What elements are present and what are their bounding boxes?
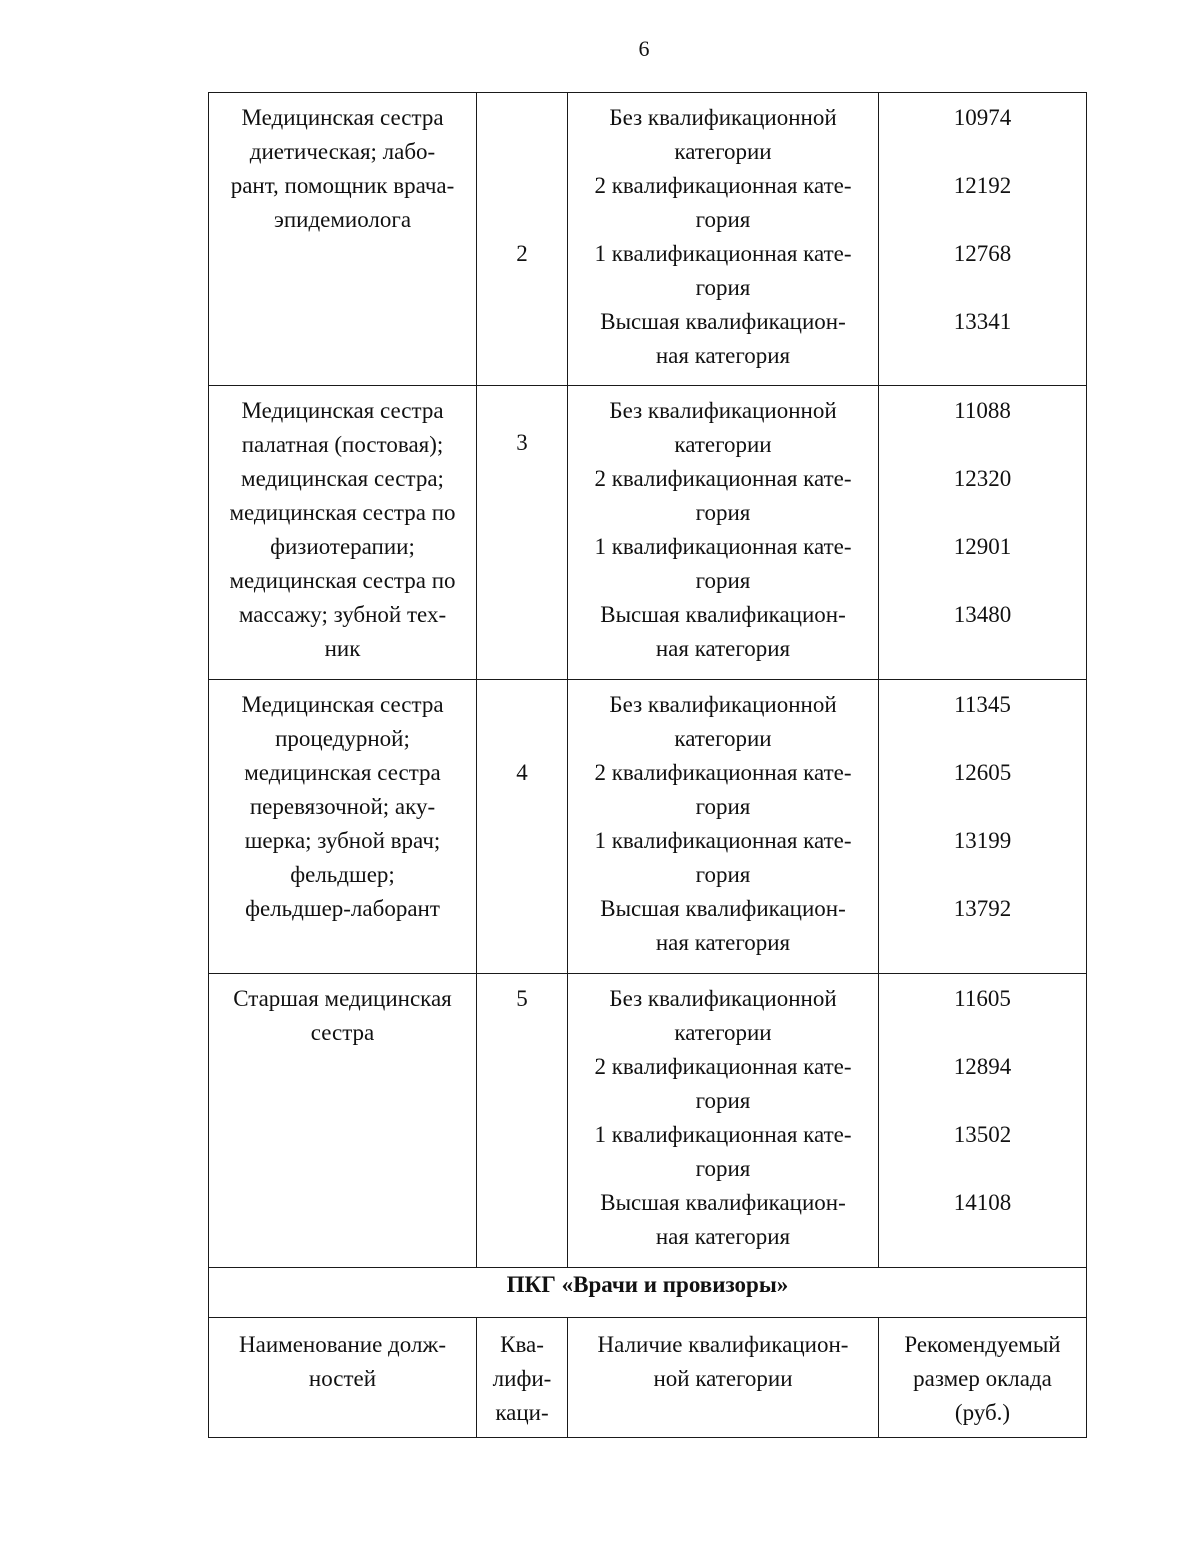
qualification-category xyxy=(572,598,874,666)
text-line: Ква- xyxy=(500,1332,544,1357)
table-row xyxy=(209,680,1087,974)
category-line: Высшая квалификацион- xyxy=(600,896,846,921)
salary-cell xyxy=(879,974,1087,1268)
category-line: Высшая квалификацион- xyxy=(600,309,846,334)
grade-cell: 2 xyxy=(477,93,568,386)
category-line: ная категория xyxy=(655,343,791,368)
text-line: медицинская сестра xyxy=(244,760,441,785)
category-cell xyxy=(568,93,879,386)
qualification-category xyxy=(572,1118,874,1186)
salary-table xyxy=(208,92,1087,1438)
text-line: Медицинская сестра xyxy=(241,692,444,717)
category-line: ная категория xyxy=(655,636,791,661)
text-line: палатная (постовая); xyxy=(241,432,444,457)
category-cell xyxy=(568,680,879,974)
salary-value: 10974 xyxy=(953,105,1012,130)
salary-value: 13199 xyxy=(953,828,1012,853)
text-line: ной категории xyxy=(653,1366,793,1391)
category-line: Высшая квалификацион- xyxy=(600,1190,846,1215)
category-line: 2 квалификационная кате- xyxy=(594,1054,852,1079)
category-line: Высшая квалификацион- xyxy=(600,602,846,627)
qualification-category xyxy=(572,756,874,824)
text-line: массажу; зубной тех- xyxy=(238,602,447,627)
text-line: рант, помощник врача- xyxy=(230,173,455,198)
header-position xyxy=(209,1318,477,1438)
qualification-category xyxy=(572,982,874,1050)
qualification-category xyxy=(572,169,874,237)
category-line: гория xyxy=(695,207,751,232)
text-line: физиотерапии; xyxy=(270,534,415,559)
header-salary xyxy=(879,1318,1087,1438)
position-cell xyxy=(209,386,477,680)
text-line: диетическая; лабо- xyxy=(249,139,436,164)
category-line: 2 квалификационная кате- xyxy=(594,466,852,491)
salary-value: 12901 xyxy=(953,534,1012,559)
salary-value: 13480 xyxy=(953,602,1012,627)
text-line: ник xyxy=(324,636,361,661)
category-line: гория xyxy=(695,862,751,887)
category-line: 1 квалификационная кате- xyxy=(594,1122,852,1147)
category-line: гория xyxy=(695,275,751,300)
category-line: ная категория xyxy=(655,1224,791,1249)
text-line: медицинская сестра по xyxy=(229,500,456,525)
salary-cell xyxy=(879,386,1087,680)
qualification-category xyxy=(572,1186,874,1254)
category-line: ная категория xyxy=(655,930,791,955)
text-line: Медицинская сестра xyxy=(241,398,444,423)
position-cell xyxy=(209,93,477,386)
salary-value: 12894 xyxy=(953,1054,1012,1079)
category-line: Без квалификационной xyxy=(609,692,837,717)
text-line: лифи- xyxy=(492,1366,552,1391)
salary-value: 11345 xyxy=(954,692,1011,717)
text-line: ностей xyxy=(308,1366,377,1391)
table-row xyxy=(209,974,1087,1268)
text-line: процедурной; xyxy=(275,726,410,751)
category-cell xyxy=(568,974,879,1268)
text-line: Рекомендуемый xyxy=(904,1332,1061,1357)
salary-value: 12768 xyxy=(953,241,1012,266)
qualification-category xyxy=(572,1050,874,1118)
category-line: гория xyxy=(695,794,751,819)
qualification-category xyxy=(572,530,874,598)
qualification-category xyxy=(572,462,874,530)
salary-value: 12192 xyxy=(953,173,1012,198)
qualification-category xyxy=(572,394,874,462)
category-line: 1 квалификационная кате- xyxy=(594,828,852,853)
salary-value: 11088 xyxy=(954,398,1011,423)
category-line: категории xyxy=(674,726,772,751)
text-line: эпидемиолога xyxy=(273,207,412,232)
salary-value: 13502 xyxy=(953,1122,1012,1147)
salary-value: 12605 xyxy=(953,760,1012,785)
qualification-category xyxy=(572,824,874,892)
text-line: медицинская сестра по xyxy=(229,568,456,593)
salary-value: 13792 xyxy=(953,896,1012,921)
category-line: категории xyxy=(674,1020,772,1045)
text-line: фельдшер; xyxy=(290,862,395,887)
table-row xyxy=(209,386,1087,680)
salary-value: 11605 xyxy=(954,986,1011,1011)
text-line: Старшая медицинская xyxy=(233,986,452,1011)
qualification-category xyxy=(572,688,874,756)
grade-cell: 5 xyxy=(477,974,568,1268)
text-line: каци- xyxy=(495,1400,549,1425)
salary-cell xyxy=(879,93,1087,386)
category-line: категории xyxy=(674,432,772,457)
text-line: Наличие квалификацион- xyxy=(597,1332,849,1357)
category-line: Без квалификационной xyxy=(609,105,837,130)
qualification-category xyxy=(572,305,874,373)
text-line: шерка; зубной врач; xyxy=(244,828,441,853)
salary-value: 14108 xyxy=(953,1190,1012,1215)
grade-cell: 4 xyxy=(477,680,568,974)
text-line: перевязочной; аку- xyxy=(249,794,436,819)
text-line: Медицинская сестра xyxy=(241,105,444,130)
category-line: 1 квалификационная кате- xyxy=(594,534,852,559)
category-line: гория xyxy=(695,500,751,525)
category-line: Без квалификационной xyxy=(609,986,837,1011)
section-heading-row xyxy=(209,1268,1087,1318)
table-header-row xyxy=(209,1318,1087,1438)
salary-value: 13341 xyxy=(953,309,1012,334)
header-grade xyxy=(477,1318,568,1438)
category-line: гория xyxy=(695,1156,751,1181)
position-cell xyxy=(209,680,477,974)
header-category xyxy=(568,1318,879,1438)
category-line: Без квалификационной xyxy=(609,398,837,423)
salary-value: 12320 xyxy=(953,466,1012,491)
qualification-category xyxy=(572,237,874,305)
text-line: фельдшер-лаборант xyxy=(245,896,440,921)
text-line: медицинская сестра; xyxy=(241,466,444,491)
page-number: 6 xyxy=(638,36,650,61)
category-line: 2 квалификационная кате- xyxy=(594,760,852,785)
text-line: (руб.) xyxy=(954,1400,1011,1425)
category-line: 2 квалификационная кате- xyxy=(594,173,852,198)
category-line: гория xyxy=(695,568,751,593)
category-line: 1 квалификационная кате- xyxy=(594,241,852,266)
grade-cell: 3 xyxy=(477,386,568,680)
salary-cell xyxy=(879,680,1087,974)
qualification-category xyxy=(572,892,874,960)
qualification-category xyxy=(572,101,874,169)
category-line: категории xyxy=(674,139,772,164)
category-line: гория xyxy=(695,1088,751,1113)
text-line: размер оклада xyxy=(913,1366,1052,1391)
section-title: ПКГ «Врачи и провизоры» xyxy=(209,1268,1087,1318)
table-row xyxy=(209,93,1087,386)
text-line: Наименование долж- xyxy=(239,1332,446,1357)
position-cell xyxy=(209,974,477,1268)
text-line: сестра xyxy=(310,1020,375,1045)
category-cell xyxy=(568,386,879,680)
